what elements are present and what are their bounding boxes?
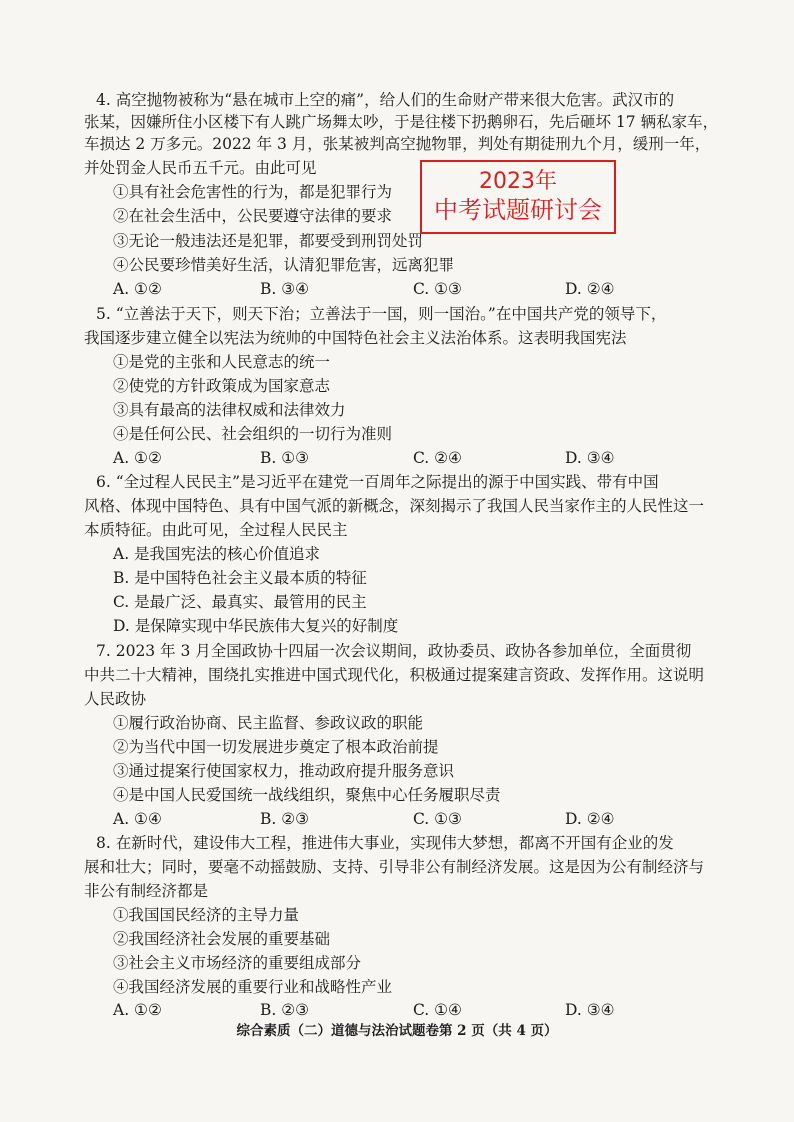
stamp-year: 2023年 — [479, 169, 557, 194]
q7-stem-line-3: 人民政协 — [84, 690, 147, 708]
q5-option-4: ④是任何公民、社会组织的一切行为准则 — [113, 425, 393, 443]
q4-stem-line-1: 4. 高空抛物被称为“悬在城市上空的痛”，给人们的生命财产带来很大危害。武汉市的 — [96, 91, 675, 109]
q5-choice-a: A. ①② — [113, 449, 162, 467]
q7-choices — [113, 808, 633, 830]
q8-option-3: ③社会主义市场经济的重要组成部分 — [113, 954, 362, 972]
q4-stem-line-3: 车损达 2 万多元。2022 年 3 月，张某被判高空抛物罪，判处有期徒刑九个月，缓刑一年， — [84, 135, 711, 153]
q7-choice-b: B. ②③ — [260, 810, 310, 828]
q8-choice-b: B. ②③ — [260, 1001, 310, 1019]
q8-option-2: ②我国经济社会发展的重要基础 — [113, 930, 331, 948]
q8-stem-line-1: 8. 在新时代，建设伟大工程，推进伟大事业，实现伟大梦想，都离不开国有企业的发 — [96, 834, 674, 852]
q7-option-3: ③通过提案行使国家权力，推动政府提升服务意识 — [113, 762, 455, 780]
q5-stem-line-2: 我国逐步建立健全以宪法为统帅的中国特色社会主义法治体系。这表明我国宪法 — [84, 329, 627, 347]
q4-option-3: ③无论一般违法还是犯罪，都要受到刑罚处罚 — [113, 232, 424, 250]
q4-option-2: ②在社会生活中，公民要遵守法律的要求 — [113, 207, 393, 225]
q5-stem-line-1: 5. “立善法于天下，则天下治；立善法于一国，则一国治。”在中国共产党的领导下， — [96, 305, 667, 323]
q8-option-4: ④我国经济发展的重要行业和战略性产业 — [113, 978, 393, 996]
stamp-title: 中考试题研讨会 — [434, 196, 602, 224]
q7-option-4: ④是中国人民爱国统一战线组织，聚焦中心任务履职尽责 — [113, 786, 501, 804]
q4-stem-line-4: 并处罚金人民币五千元。由此可见 — [84, 159, 317, 177]
q7-choice-d: D. ②④ — [565, 810, 615, 828]
q4-choices — [113, 278, 633, 300]
q7-choice-c: C. ①③ — [413, 810, 462, 828]
q6-option-a: A. 是我国宪法的核心价值追求 — [113, 545, 321, 563]
q8-choices — [113, 999, 633, 1021]
page-footer: 综合素质（二）道德与法治试题卷第 2 页（共 4 页） — [236, 1023, 558, 1039]
q7-stem-line-1: 7. 2023 年 3 月全国政协十四届一次会议期间，政协委员、政协各参加单位，全面贯彻 — [96, 642, 692, 660]
q4-option-4: ④公民要珍惜美好生活，认清犯罪危害，远离犯罪 — [113, 256, 455, 274]
q4-choice-a: A. ①② — [113, 280, 162, 298]
q8-choice-d: D. ③④ — [565, 1001, 615, 1019]
q6-stem-line-3: 本质特征。由此可见，全过程人民民主 — [84, 521, 348, 539]
q5-choice-c: C. ②④ — [413, 449, 462, 467]
q4-stem-line-2: 张某，因嫌所住小区楼下有人跳广场舞太吵，于是往楼下扔鹅卵石，先后砸坏 17 辆私家车， — [84, 113, 719, 131]
q6-stem-line-1: 6. “全过程人民民主”是习近平在建党一百周年之际提出的源于中国实践、带有中国 — [96, 473, 659, 491]
conference-stamp — [420, 160, 616, 234]
q5-option-1: ①是党的主张和人民意志的统一 — [113, 353, 331, 371]
q6-option-c: C. 是最广泛、最真实、最管用的民主 — [113, 593, 367, 611]
q4-choice-d: D. ②④ — [565, 280, 615, 298]
q8-option-1: ①我国国民经济的主导力量 — [113, 906, 300, 924]
q8-stem-line-2: 展和壮大；同时，要毫不动摇鼓励、支持、引导非公有制经济发展。这是因为公有制经济与 — [84, 858, 705, 876]
q5-choice-d: D. ③④ — [565, 449, 615, 467]
q4-choice-c: C. ①③ — [413, 280, 462, 298]
q7-stem-line-2: 中共二十大精神，围绕扎实推进中国式现代化，积极通过提案建言资政、发挥作用。这说明 — [84, 666, 705, 684]
q5-option-3: ③具有最高的法律权威和法律效力 — [113, 401, 346, 419]
q6-stem-line-2: 风格、体现中国特色、具有中国气派的新概念，深刻揭示了我国人民当家作主的人民性这一 — [84, 497, 705, 515]
q8-choice-c: C. ①④ — [413, 1001, 462, 1019]
q5-choice-b: B. ①③ — [260, 449, 310, 467]
q4-option-1: ①具有社会危害性的行为，都是犯罪行为 — [113, 183, 393, 201]
q7-option-2: ②为当代中国一切发展进步奠定了根本政治前提 — [113, 738, 439, 756]
q7-choice-a: A. ①④ — [113, 810, 162, 828]
q5-choices — [113, 447, 633, 469]
q7-option-1: ①履行政治协商、民主监督、参政议政的职能 — [113, 714, 424, 732]
q8-choice-a: A. ①② — [113, 1001, 162, 1019]
q5-option-2: ②使党的方针政策成为国家意志 — [113, 377, 331, 395]
q8-stem-line-3: 非公有制经济都是 — [84, 882, 209, 900]
q4-choice-b: B. ③④ — [260, 280, 310, 298]
q6-option-d: D. 是保障实现中华民族伟大复兴的好制度 — [113, 617, 399, 635]
q6-option-b: B. 是中国特色社会主义最本质的特征 — [113, 569, 367, 587]
